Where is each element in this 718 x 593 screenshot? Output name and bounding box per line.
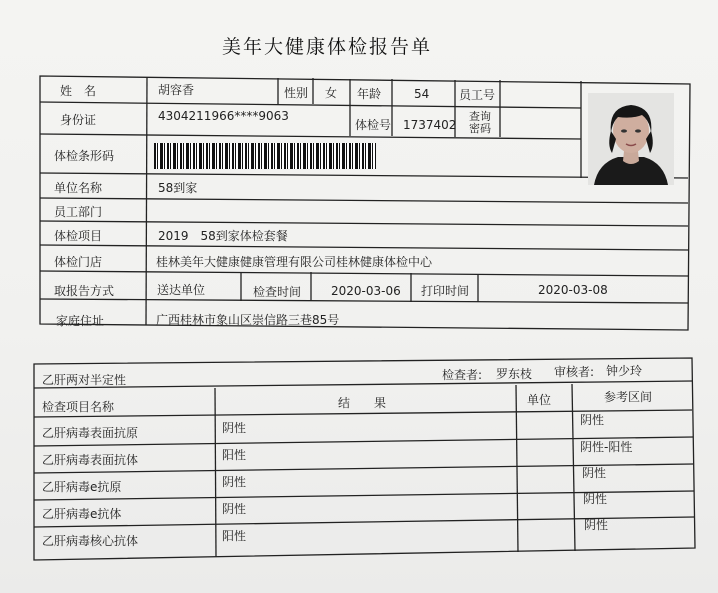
package-label: 体检项目	[54, 229, 103, 243]
unit-value: 58到家	[158, 181, 198, 195]
row-3-result: 阴性	[222, 475, 247, 489]
age-label: 年龄	[357, 87, 382, 101]
patient-photo	[588, 93, 674, 185]
reviewer-value: 钟少玲	[606, 364, 643, 378]
checker-value: 罗东枝	[496, 367, 533, 381]
row-4-result: 阴性	[222, 502, 247, 516]
address-value: 广西桂林市象山区崇信路三巷85号	[156, 313, 340, 327]
exam-time-label: 检查时间	[253, 285, 302, 299]
print-time-value: 2020-03-08	[538, 283, 608, 297]
package-value: 2019 58到家体检套餐	[158, 229, 288, 243]
row-2-range: 阴性-阳性	[580, 440, 633, 454]
row-1-result: 阴性	[222, 421, 247, 435]
header-range: 参考区间	[604, 390, 653, 404]
row-3-range: 阴性	[582, 466, 607, 480]
query-password-label	[469, 111, 491, 135]
name-value: 胡容香	[158, 83, 195, 97]
store-value: 桂林美年大健康健康管理有限公司桂林健康体检中心	[156, 255, 433, 269]
row-2-result: 阳性	[222, 448, 247, 462]
dept-label: 员工部门	[54, 205, 103, 219]
exam-no-value: 1737402	[403, 118, 457, 132]
gender-value: 女	[325, 86, 338, 100]
row-5-range: 阴性	[584, 518, 609, 532]
row-5-result: 阳性	[222, 529, 247, 543]
gender-label: 性别	[284, 86, 309, 100]
exam-barcode	[154, 143, 376, 169]
checker-label: 检查者:	[442, 368, 483, 382]
unit-label: 单位名称	[54, 181, 103, 195]
age-value: 54	[414, 87, 430, 101]
row-1-range: 阴性	[580, 413, 605, 427]
row-4-item: 乙肝病毒e抗体	[42, 507, 122, 521]
report-method-value: 送达单位	[157, 283, 206, 297]
reviewer-label: 审核者:	[554, 365, 595, 379]
header-unit: 单位	[527, 393, 552, 407]
query-password-label-line1: 查询	[469, 110, 491, 123]
barcode-label: 体检条形码	[54, 149, 115, 163]
row-4-range: 阴性	[583, 492, 608, 506]
print-time-label: 打印时间	[421, 284, 470, 298]
exam-no-label: 体检号	[355, 118, 392, 132]
hbv-section-title: 乙肝两对半定性	[42, 373, 127, 387]
row-2-item: 乙肝病毒表面抗体	[42, 453, 139, 467]
header-result: 结 果	[338, 396, 387, 410]
row-1-item: 乙肝病毒表面抗原	[42, 426, 139, 440]
report-title: 美年大健康体检报告单	[222, 36, 433, 58]
exam-time-value: 2020-03-06	[331, 284, 401, 298]
header-item: 检查项目名称	[42, 400, 115, 414]
address-label: 家庭住址	[56, 314, 105, 328]
id-card-label: 身份证	[60, 113, 97, 127]
id-card-value: 4304211966****9063	[158, 109, 289, 123]
name-label: 姓 名	[60, 84, 97, 98]
report-method-label: 取报告方式	[54, 284, 115, 298]
row-5-item: 乙肝病毒核心抗体	[42, 534, 139, 548]
query-password-label-line2: 密码	[469, 122, 491, 135]
employee-id-label: 员工号	[459, 88, 496, 102]
row-3-item: 乙肝病毒e抗原	[42, 480, 122, 494]
store-label: 体检门店	[54, 255, 103, 269]
